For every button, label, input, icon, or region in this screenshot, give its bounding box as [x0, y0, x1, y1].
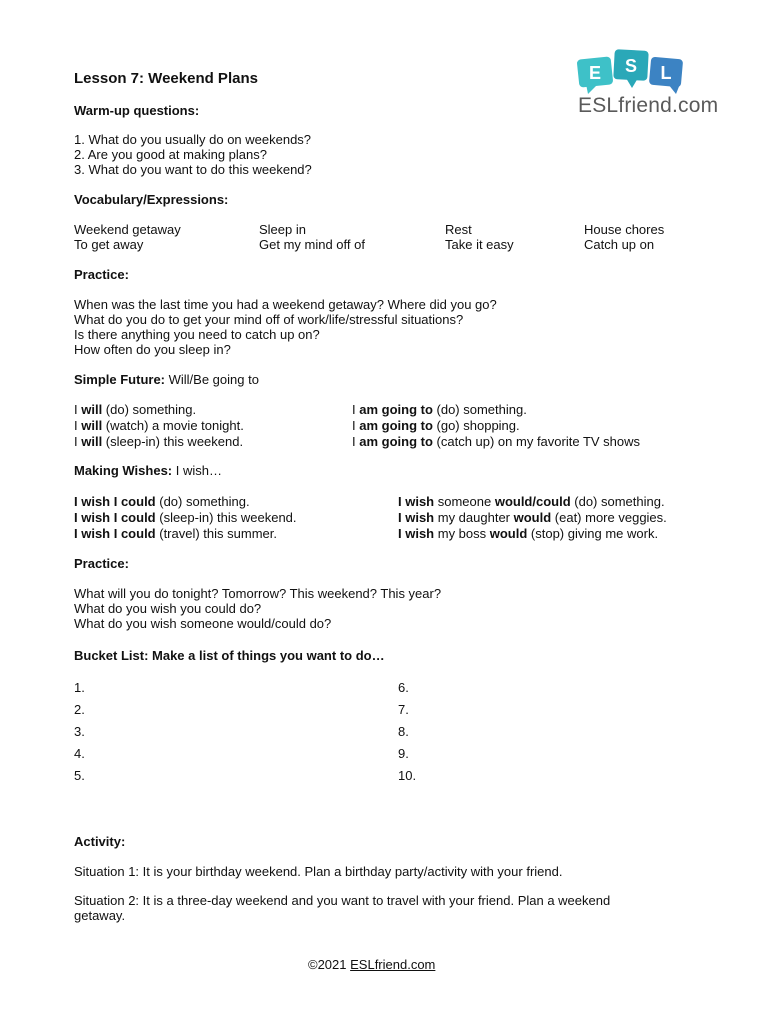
bucket-list-item: 10. — [398, 768, 417, 783]
vocab-term: Rest — [445, 222, 472, 237]
bucket-list-item: 6. — [398, 680, 409, 695]
example-sentence: I am going to (go) shopping. — [352, 418, 520, 433]
vocab-column-3 — [445, 222, 514, 252]
bucket-list-heading: Bucket List: Make a list of things you want to do… — [74, 648, 385, 663]
wishes-heading-label: Making Wishes: — [74, 463, 173, 478]
bucket-list-left — [74, 677, 85, 787]
footer — [308, 957, 435, 972]
example-sentence: I wish my daughter would (eat) more veggies. — [398, 510, 667, 525]
vocab-column-4 — [584, 222, 664, 252]
example-sentence: I will (do) something. — [74, 402, 197, 417]
warmup-heading: Warm-up questions: — [74, 103, 200, 118]
logo-bubble-l — [649, 57, 683, 94]
practice-question: Is there anything you need to catch up on? — [74, 327, 320, 342]
vocab-term: To get away — [74, 237, 144, 252]
bucket-list-item: 1. — [74, 680, 85, 695]
example-sentence: I wish I could (travel) this summer. — [74, 526, 277, 541]
bucket-list-item: 8. — [398, 724, 409, 739]
logo-site-name: ESLfriend.com — [578, 94, 719, 117]
practice-question: What will you do tonight? Tomorrow? This weekend? This year? — [74, 586, 442, 601]
list-item: 2. Are you good at making plans? — [74, 147, 267, 162]
example-sentence: I am going to (do) something. — [352, 402, 527, 417]
vocab-column-2 — [259, 222, 365, 252]
example-sentence: I am going to (catch up) on my favorite TV shows — [352, 434, 641, 449]
wish-would-examples — [398, 494, 667, 542]
vocab-term: House chores — [584, 222, 665, 237]
logo-letter-s: S — [624, 56, 638, 76]
example-sentence: I wish I could (do) something. — [74, 494, 250, 509]
future-will-examples — [74, 402, 244, 450]
future-going-to-examples — [352, 402, 640, 450]
practice-question: What do you do to get your mind off of work/life/stressful situations? — [74, 312, 464, 327]
bucket-list-right — [398, 677, 416, 787]
vocab-column-1 — [74, 222, 181, 252]
vocab-heading: Vocabulary/Expressions: — [74, 192, 229, 207]
practice-questions — [74, 297, 497, 357]
example-sentence: I wish my boss would (stop) giving me work. — [398, 526, 659, 541]
bucket-list-item: 9. — [398, 746, 409, 761]
bucket-list-item: 7. — [398, 702, 409, 717]
wishes-heading-rest: I wish… — [172, 463, 222, 478]
bucket-list-item: 5. — [74, 768, 85, 783]
example-sentence: I will (sleep-in) this weekend. — [74, 434, 244, 449]
practice-question: How often do you sleep in? — [74, 342, 231, 357]
vocab-term: Catch up on — [584, 237, 655, 252]
example-sentence: I will (watch) a movie tonight. — [74, 418, 244, 433]
logo-bubble-s — [613, 49, 649, 88]
wish-could-examples — [74, 494, 297, 542]
practice-heading: Practice: — [74, 267, 129, 282]
footer-site-link[interactable]: ESLfriend.com — [350, 957, 436, 972]
practice-question: When was the last time you had a weekend getaway? Where did you go? — [74, 297, 497, 312]
page-title: Lesson 7: Weekend Plans — [74, 70, 258, 87]
practice-question: What do you wish you could do? — [74, 601, 262, 616]
vocab-term: Get my mind off of — [259, 237, 365, 252]
footer-copyright: ©2021 — [308, 957, 351, 972]
vocab-term: Weekend getaway — [74, 222, 181, 237]
situation-2 — [74, 893, 610, 923]
list-item: 3. What do you want to do this weekend? — [74, 162, 312, 177]
vocab-term: Take it easy — [445, 237, 514, 252]
warmup-list — [74, 132, 312, 177]
bucket-list-item: 4. — [74, 746, 85, 761]
bucket-list-item: 2. — [74, 702, 85, 717]
bucket-list-item: 3. — [74, 724, 85, 739]
situation-2-line: Situation 2: It is a three-day weekend and you want to travel with your friend. Plan a weekend — [74, 893, 611, 908]
practice-question: What do you wish someone would/could do? — [74, 616, 332, 631]
situation-1: Situation 1: It is your birthday weekend. Plan a birthday party/activity with your friend. — [74, 864, 563, 879]
logo-letter-l: L — [660, 63, 672, 83]
wishes-heading — [74, 463, 222, 478]
practice-2-heading: Practice: — [74, 556, 129, 571]
list-item: 1. What do you usually do on weekends? — [74, 132, 312, 147]
logo-bubble-e — [577, 56, 614, 94]
vocab-term: Sleep in — [259, 222, 306, 237]
future-heading — [74, 372, 259, 387]
logo-letter-e: E — [588, 63, 602, 83]
future-heading-label: Simple Future: — [74, 372, 166, 387]
future-heading-rest: Will/Be going to — [165, 372, 259, 387]
activity-heading: Activity: — [74, 834, 126, 849]
practice-2-questions — [74, 586, 441, 631]
situation-2-line: getaway. — [74, 908, 126, 923]
example-sentence: I wish I could (sleep-in) this weekend. — [74, 510, 297, 525]
example-sentence: I wish someone would/could (do) something. — [398, 494, 665, 509]
